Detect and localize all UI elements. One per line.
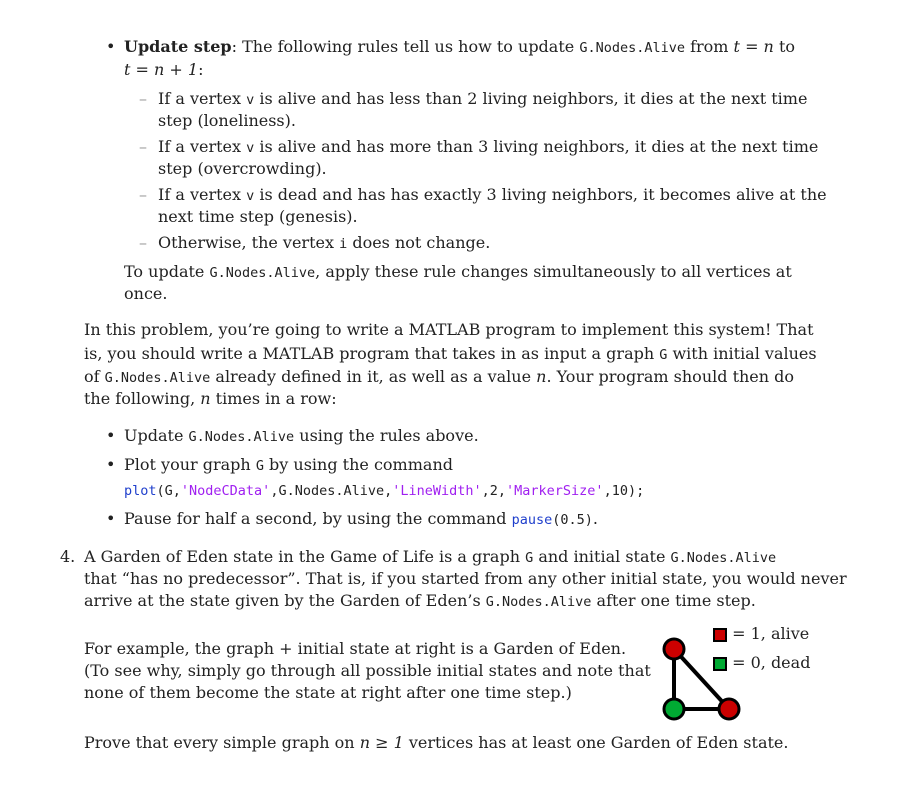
example-line-2: (To see why, simply go through all possible initial states and note that: [84, 661, 651, 680]
problem-line-1: In this problem, you’re going to write a MATLAB program to implement this system! That: [84, 320, 814, 339]
item-4-line-1: A Garden of Eden state in the Game of Life is a graph G and initial state G.Nodes.Alive: [84, 547, 777, 566]
problem-line-2: is, you should write a MATLAB program that takes in as input a graph G with initial values: [84, 344, 817, 363]
step-pause: Pause for half a second, by using the command pause(0.5).: [124, 509, 598, 528]
graph-node-alive: [719, 699, 739, 719]
rule-2-line-2: step (overcrowding).: [158, 159, 327, 178]
bullet-dot: •: [106, 37, 116, 56]
step-plot: Plot your graph G by using the command: [124, 455, 453, 474]
apply-line-2: once.: [124, 284, 168, 303]
bullet-dot: •: [106, 455, 116, 474]
alive-swatch-icon: [713, 628, 727, 642]
rule-dash: –: [139, 233, 147, 252]
graph-node-dead: [664, 699, 684, 719]
item-4-line-3: arrive at the state given by the Garden of Eden’s G.Nodes.Alive after one time step.: [84, 591, 756, 610]
rule-4-line-1: Otherwise, the vertex i does not change.: [158, 233, 491, 252]
problem-line-3: of G.Nodes.Alive already defined in it, as well as a value n. Your program should then do: [84, 367, 795, 386]
bullet-dot: •: [106, 509, 116, 528]
item-4-line-2: that “has no predecessor”. That is, if you started from any other initial state, you would never: [84, 569, 847, 588]
update-step-label: Update step: [124, 37, 232, 56]
rule-1-line-2: step (loneliness).: [158, 111, 296, 130]
rule-3-line-2: next time step (genesis).: [158, 207, 358, 226]
rule-dash: –: [139, 89, 147, 108]
dead-swatch-icon: [713, 657, 727, 671]
rule-dash: –: [139, 137, 147, 156]
plot-command-code: plot(G,'NodeCData',G.Nodes.Alive,'LineWidth',2,'MarkerSize',10);: [124, 483, 645, 499]
graph-node-alive: [664, 639, 684, 659]
prove-line: Prove that every simple graph on n ≥ 1 vertices has at least one Garden of Eden state.: [84, 733, 789, 752]
update-step-line-2: t = n + 1:: [124, 60, 204, 79]
problem-line-4: the following, n times in a row:: [84, 389, 337, 408]
legend-dead: = 0, dead: [713, 652, 810, 674]
rule-2-line-1: If a vertex v is alive and has more than 3 living neighbors, it dies at the next time: [158, 137, 819, 156]
apply-line-1: To update G.Nodes.Alive, apply these rule changes simultaneously to all vertices at: [124, 262, 792, 281]
legend-alive: = 1, alive: [713, 623, 809, 645]
update-step-line-1: Update step: The following rules tell us how to update G.Nodes.Alive from t = n to: [124, 37, 796, 56]
bullet-dot: •: [106, 426, 116, 445]
example-line-1: For example, the graph + initial state at right is a Garden of Eden.: [84, 639, 627, 658]
item-4-number: 4.: [60, 547, 76, 566]
rule-3-line-1: If a vertex v is dead and has has exactly 3 living neighbors, it becomes alive at the: [158, 185, 827, 204]
rule-dash: –: [139, 185, 147, 204]
rule-1-line-1: If a vertex v is alive and has less than 2 living neighbors, it dies at the next time: [158, 89, 808, 108]
step-update: Update G.Nodes.Alive using the rules above.: [124, 426, 479, 445]
example-line-3: none of them become the state at right after one time step.): [84, 683, 572, 702]
garden-of-eden-graph: [656, 632, 748, 724]
